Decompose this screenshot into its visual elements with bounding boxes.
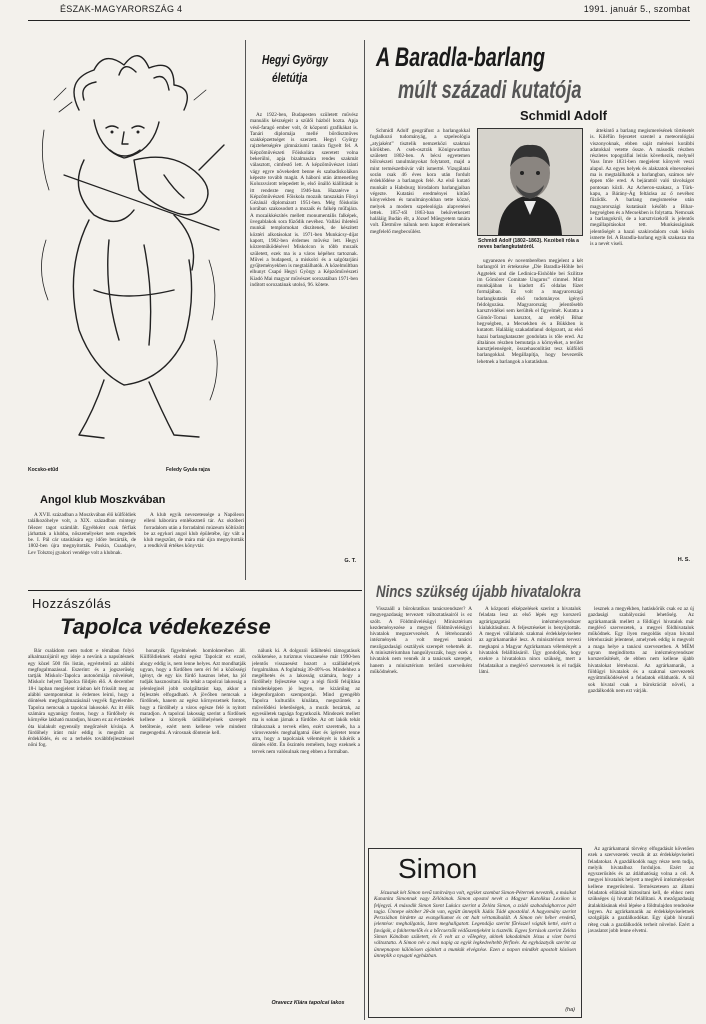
simon-body xyxy=(374,890,576,1006)
baradla-col1 xyxy=(370,128,470,568)
baradla-signature: H. S. xyxy=(677,557,690,563)
angol-col2-text: A klub egyik nevezetessége a Napóleon elleni háborúra emlékeztető tár. Az októberi forradalom után a forradalmi múzeum költözött be az egykori angol klub épületébe, így vált a klub megszűnt, de mára már újra megnyitották a rendkívül értékes könyvtár. xyxy=(144,512,244,550)
tapolca-col2 xyxy=(140,648,246,1018)
hozza-rule xyxy=(28,590,362,591)
baradla-col2 xyxy=(477,258,583,568)
baradla-title-line2: múlt századi kutatója xyxy=(398,76,582,104)
hivatal-col2-text: A központi elképzelések szerint a hivatalok feladata lesz az első lépés egy korszerű agrárigazgatási intézményrendszer kialakításához. A feljesztéseket is benyújtották. A megyei vállalatok szakmai érdekképviselete az agrárkamaráké lesz. A minisztérium tervezi megkapni a Magyar Agrárkamara véleményét a hivatalok felállításáról. Úgy gondoljuk, hogy ezekre a hivatalokra nincs szükség, mert a feladataikat a meglévő szervezetek is el tudják látni. xyxy=(479,606,581,675)
page-label: ÉSZAK-MAGYARORSZÁG 4 xyxy=(60,4,183,14)
simon-body-text: Jézusnak két Simon nevű tanítványa volt, egyiket szombat Simon-Péternek nevezték, a másikat Kananita Simonnak vagy Zélótának. Simon apostol nevét a Magyar Katolikus Lexikon is feljegyzi. A második Simon Szent Lukács szerint a Zelóta Simon, a zsidó szabadságharcos párt tagja. Ünnepe október 28-án van, együtt ünneplik Júdás Tádé apostollal. A hagyomány szerint Perzsiában hirdette az evangéliumot és ott halt vértanúhalált. A Simon név héber eredetű, jelentése: meghallgatás, Isten meghallgatott. Legendája szerint fűrésszel vágták ketté, ezért a favágók, a fakitermelők és a bőrcserzők védőszentjeként is tisztelik. Egyes források szerint Zelóta Simon Kánában született, és ő volt az a vőlegény, akinek lakodalmán Jézus a vizet borrá változtatta. A Simon név a mai napig az egyik legkedveltebb férfinév. Az egyházatyák szerint az ünnepnapon különösen ajánlott a munkák elvégzése. Ezen a napon mindkét apostolt közösen ünneplik a nyugati egyházban. xyxy=(374,890,576,959)
schmidl-portrait xyxy=(477,128,583,236)
tapolca-col3-text: nálunk ki. A dolgozói üdültetési támogatások csökkenése, a turizmus visszaesése már 1990-ben jelentős visszaesést hozott a szálláshelyek forgalmában. A foglaltság 30-40%-os. Mindehhez a megélhetés és a lakosság számára, hogy a fürdőhely fejlesztése vagy a régi fürdő felújítása mindenképpen jó legyen, ne kizárólag az idegenforgalom szempontjai. Mind gyengébb Tapolca kulturális kínálata, megszűntek a művelődési lehetőségek, a mozik bezártak, az egyesületek tagsága fogyatkozik. Mindezek mellett ma is sokan járnak a fürdőbe. Az ott lakók tehát tiltakoznak a tervek ellen, ezért szeretnék, ha a városvezetés meghallgatná őket és ígéretet tenne arra, hogy a tapolcaiak véleményét is kikérik a döntés előtt. Én őszintén remélem, hogy ezeknek a tervek nem valósulnak meg ebben a formában. xyxy=(252,648,360,755)
angol-headline: Angol klub Moszkvában xyxy=(40,494,166,506)
hegyi-signature: G. T. xyxy=(344,558,356,564)
cartoon-caption-left: Kocsko-etűd xyxy=(28,467,59,473)
cartoon-illustration xyxy=(24,40,236,470)
simon-signature: (ha) xyxy=(565,1007,575,1013)
divider-middle xyxy=(364,40,365,1020)
tapolca-col1-text: Bár családom nem tudott e témában folyó alkalmazójáról egy ideje a nevünk a napsütésnek egy közel 500 fős listán, egyértelmű az alábbi megfogalmazással. Eszerint: és a jogszerűség tartják Miskolc-Tapolca autonómiája növelését, Miskolc helyett Tapolca földjén élő. A december 18-i lapban megjelent írásban két frissült meg az alábbi szempontokat is érdemes leírni, hogy a döntések megfogalmazásánál vegyék figyelembe. Tapolca nemcsak a tapolcai lakosoké. Az itt élők számára ugyanúgy fontos, hogy a fürdőhely és környéke lakható maradjon, hiszen ez az évtizedek óta kialakult egyensúly megőrzését kívánja. A fürdőhely iránt már eddig is megnőtt az érdeklődés, és ez a terhelés továbbfejlesztéssel nőni fog. xyxy=(28,648,134,749)
hivatal-col4-text: Az agrárkamarai törvény elfogadását követően ezek a szervezetek veszik át az érdekképviseleti feladatokat. A gazdálkodók nagy része nem tudja, melyik hivatalhoz forduljon. Ezért az egyszerűsítés és az átláthatóság volna a cél. A megyei hivatalok helyett a meglévő intézményeket kellene megerősíteni. Természetesen az állami feladatok ellátását biztosítani kell, de ehhez nem szükséges új hivatalt felállítani. A mezőgazdaság átalakításának első lépése a földtulajdon rendezése legyen. Az agrárkamarák az érdekképviseletnek szolgálják a gazdálkodókat. Egy újabb hivatali réteg csak a gazdálkodók terheit növelné. Ezért a javaslatot jobb lenne elvetni. xyxy=(588,846,694,934)
baradla-col2-text: ugyanezen év novemberében megjelent a két barlangról írt értekezése „Die Baradla-Höhle bei Aggtelek und die Ledinica-Eishöhle bei Szilitze im Gömörer Comitate Ungarns” címmel. Mint munkájában is kiadott 45 oldalas füzet formájában. Ez volt a magyarországi barlangkutatás első tudományos igényű feldolgozása. Magyarország jelentősebb karsztvidékei sem kerülték el figyelmét. Kutatta a Gömör-Tornai karsztot, az erdélyi Bihar hegységben, a Mecsekben és a Bükkben is kutatott. Haláláig szakadatlanul dolgozott, az első hazai barlangkataszter gondolata is tőle ered. Az általános részben bemutatja a környéket, a terület karsztjelenségeit, összehasonlítást tesz külföldi barlangokkal. Megállapítja, hogy bevezetők lehetnek a barlangok a kutatásban. xyxy=(477,258,583,365)
hivatal-col1-text: Visszaáll a bürokratikus tanácsrendszer? A megyegazdaság tervezett változtatásairól is ez szólt. A Földművelésügyi Minisztérium kezdeményezése a megyei földművelésügyi hivatalok megszervezését. A létrehozandó intézmények a volt megyei tanácsi mezőgazdasági osztályok szerepét vehetnék át. A minisztériumban hangsúlyozzák, hogy ezek a hivatalok nem vennék át a tanácsok szerepét, hanem a minisztérium területi szerveiként működnének. xyxy=(370,606,472,675)
hegyi-body-text: Az 1922-ben, Budapesten született művész manuális készségeit a szülői házból hozta. Apja véső-faragó ember volt, őt központi grafikákat is. Tanári diplomája mellé bőrdíszműves szakképzettséget is szerzett. Hegyi György rajztehetségére gimnáziumi tanára figyelt fel. A Képzőművészeti Főiskolára szeretett volna bekerülni, apja bizalmasára rendes szakmát választott, címfestő lett. A képzőművészet iránti vágy egyre növekedett benne és szabadiskolákon képezte tovább magát. A háború után átmenetileg Kolozsvárott telepedett le, első önálló kiállítását is itt rendezte meg 1946-ban. Hazatérve a Képzőművészeti Főiskola mozaik tanszakán Főnyi Gézánál diplomázott 1951-ben. Még főiskolás korában szakosodott a mozaik és falkép műfajára. A mozaikkészítés mellett monumentális falképek, üvegablakok sora fűződik nevéhez. Vallási ihletésű munkái templomokat díszítenek, de készített köztéri alkotásokat is. 1971-ben Munkácsy-díjat kapott, 1982-ben érdemes művész lett. Hegyi közreműködésével Miskolcon is több mozaik született, ezek ma is a város képéhez tartoznak. Művei a budapesti, a miskolci és a salgótarjáni gyűjteményekben is megtalálhatók. A közelmúltban elhunyt Csapó Hegyi György a Képzőművészeti Kiadó Mai magyar művészet sorozatában 1971-ben indított sorozatának utolsó, 96. kötete. xyxy=(250,112,358,289)
hivatal-col3 xyxy=(588,606,694,842)
hivatal-col2 xyxy=(479,606,581,842)
hegyi-title-line2: életútja xyxy=(272,70,308,85)
angol-col1-text: A XVII. században a Moszkvában élő külföldiek találkozóhelye volt, a XIX. században mintegy félezer tagot számlált. Egyébként csak férfiak járhattak a klubba, nőszemélyeket nem engedtek be. I. Pál cár utasítására egy időre bezárták, de 1802-ben újra megnyitották. Puskin, Csaadajev, Lev Tolsztoj gyakori vendége volt a klubnak. xyxy=(28,512,136,556)
hivatal-col3-text: lesznek a megyékben, hatáskörük csak ez az új gazdasági szabályozási lehetőség. Az agrárkamarák mellett a földügyi hivatalok már meglévő szervezetek, a megyei földhivatalok működnek. Egy ilyen megoldás olyan hivatal létrehozását jelentené, amelynek eddig is megvolt a maga helye a tanácsi szervezetben. A MÉM ugyan megindította az intézményrendszer korszerűsítését, de ebben nem kellene újabb hivatalokat létrehozni. Az agrárkamarák, a földügyi hivatalok és a szakmai szervezetek együttműködésével a feladatok elláthatók. A túl sok hivatal csak a bürokráciát növeli, a gazdálkodók nem ezt várják. xyxy=(588,606,694,694)
simon-title: Simon xyxy=(398,853,478,884)
tapolca-col2-text: honatyák figyelmének homlokterében áll. Külföldieknek eladni egész Tapolcát ez ezzel, ahogy eddig is, nem lenne helyes. Azt mondhatják ugyan, hogy a fürdőben nem éri fel a közösségi igényt, de egy kis fürdő hasznos lehet, ha jól tudják hasznosítani. Ha tehát a tapolcai lakosság a jelenleginél jobb szolgáltatást kap, akkor a fejlesztés elfogadható. A jövőben nemcsak a fürdőnek, hanem az egész környezetnek fontos, hogy a fürdőhely a város egésze felé is nyitott maradjon. A tapolcai lakosság szerint a fürdőnek kellene a környék üdülőhelyének szerepét betöltenie, ezért nem kellene vele mindent megengedni. A városnak döntenie kell. xyxy=(140,648,246,736)
header-rule xyxy=(28,20,690,21)
tapolca-signature: Oravecz Klára tapolcai lakos xyxy=(271,1000,345,1006)
baradla-col1-text: Schmidl Adolf geográfust a barlangokkal foglalkozó tudományág, a szpeleológia „atyjaként” tisztelik nemzetközi szakmai körökben. A cseh-osztrák Königswartban született 1802-ben. A bécsi egyetemen bölcsészeti tanulmányokat folytatott, majd a mint természetbúvár vált ismertté. Vizsgálatai során csak 46 éves kora után fordult érdeklődése a barlangok felé. Az első kutató munkáit a Habsburg birodalom barlangjaiban végezte. Kutatási eredményei kitűnő könyvekben és tanulmányokban tette közzé, melyek a modern szpeleológia alapvetései lettek. 1857-től 1863-ban bekövetkezett haláláig Budán élt, a József Műegyetem tanára volt. Életműve nálunk nem kapott érdemeinek megfelelő megbecsülést. xyxy=(370,128,470,235)
page-date: 1991. január 5., szombat xyxy=(583,4,690,14)
baradla-col3-text: áttekintő a barlang megismerésének történetét is. Kiléfűn fejezetet szentel a meteorológiai viszonyoknak, ebben saját mérései korábbi adatokkal vetette össze. A második részben részletes topográfiai leírás következik, melynél Vass Imre 1831-ben megjelent könyvét veszi alapul. Az egyes helyek és alakzatok elnevezései ma is megtalálhatók a barlangban, számos név éppen tőle ered. A bejárattól való távolságot pontosan közli. Az Acheron-szakasz, a Türk-kapu, a Bárány-Ág feltárása az ő nevéhez fűződik. A barlang megismerése után magyarországi kutatásait később a Bihar-hegységben és a Mecsekben is folytatta. Nemcsak a barlangokról, de a karsztvizekről is jelentős megállapításokat tett. Munkásságának jelentőségét a hazai szakirodalom csak későn ismerte fel. A Baradla-barlang egyik szakasza ma is a nevét viseli. xyxy=(590,128,694,248)
cartoon-drawing xyxy=(24,40,236,470)
portrait-figure xyxy=(478,129,582,235)
tapolca-title: Tapolca védekezése xyxy=(60,614,271,639)
hivatal-col4 xyxy=(588,846,694,1016)
hivatal-title: Nincs szükség újabb hivatalokra xyxy=(376,582,581,601)
tapolca-col1 xyxy=(28,648,134,1018)
cartoon-caption-right: Feledy Gyula rajza xyxy=(166,467,210,473)
hegyi-body xyxy=(250,112,358,554)
portrait-caption: Schmidl Adolf (1802–1863). Kezébeli róla a neves barlangkutatóról. xyxy=(478,238,579,250)
hegyi-title-line1: Hegyi György xyxy=(262,52,328,67)
angol-col2 xyxy=(144,512,244,612)
baradla-title-line1: A Baradla-barlang xyxy=(376,42,546,72)
hivatal-col1 xyxy=(370,606,472,842)
baradla-subtitle: Schmidl Adolf xyxy=(520,108,607,123)
baradla-col3 xyxy=(590,128,694,558)
divider-left xyxy=(245,40,246,580)
hozza-label: Hozzászólás xyxy=(32,596,112,611)
tapolca-col3 xyxy=(252,648,360,996)
